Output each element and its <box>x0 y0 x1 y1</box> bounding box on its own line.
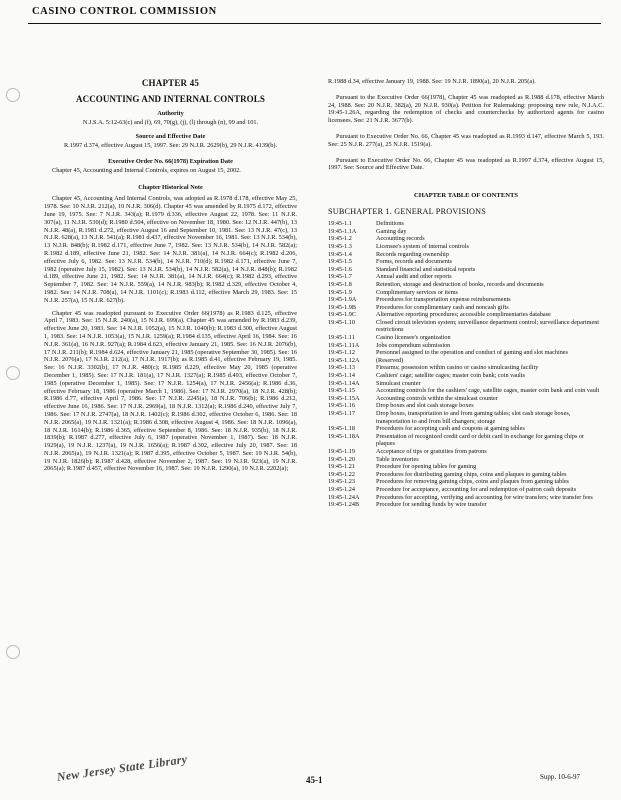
toc-entry-number: 19:45-1.15A <box>328 394 360 402</box>
toc-entry <box>328 289 604 297</box>
toc-entry-number: 19:45-1.24A <box>328 493 360 501</box>
toc-entry-number: 19:45-1.4 <box>328 250 352 258</box>
toc-entry <box>328 395 604 403</box>
toc-entry-title: Jobs compendium submission <box>376 341 451 349</box>
toc-entry <box>328 486 604 494</box>
toc-entry-number: 19:45-1.24B <box>328 501 360 509</box>
right-paragraph-2: Pursuant to the Executive Order 66(1978), Chapter 45 was readopted as R.1988 d.178, effective March 24, 1988. See: 20 N.J.R. 382(a), 20 N.J.R. 930(a). Petition for Rulemaking: proposing new rule, N.J.A.C. 19:45-1.26A, regarding the redemption of checks and counterchecks by authorized agents for casino licensees. See: 21 N.J.R. 3677(b). <box>328 93 604 125</box>
toc-entry-number: 19:45-1.1A <box>328 227 357 235</box>
toc-entry-title: Personnel assigned to the operation and conduct of gaming and slot machines <box>376 349 568 357</box>
subchapter-heading: SUBCHAPTER 1. GENERAL PROVISIONS <box>328 207 487 217</box>
toc-entry <box>328 501 604 509</box>
toc-entry-title: Accounting records <box>376 235 425 243</box>
toc-entry <box>328 266 604 274</box>
toc-entry-number: 19:45-1.9A <box>328 296 357 304</box>
toc-entry-number: 19:45-1.15 <box>328 387 355 395</box>
toc-entry-title: Firearms; possession within casino or casino simulcasting facility <box>376 364 539 372</box>
toc-list <box>328 220 604 509</box>
toc-entry-title: Complimentary services or items <box>376 288 458 296</box>
right-paragraph-4: Pursuant to Executive Order No. 66, Chapter 45 was readopted as R.1997 d.374, effective August 15, 1997. See: Source and Effective Date. <box>328 156 604 172</box>
toc-entry <box>328 448 604 456</box>
chapter-number: CHAPTER 45 <box>141 78 200 88</box>
toc-entry-title: Casino licensee's organization <box>376 334 451 342</box>
toc-entry-title: Procedure for opening tables for gaming <box>376 463 477 471</box>
binder-hole <box>6 88 20 102</box>
toc-entry-number: 19:45-1.1 <box>328 220 352 228</box>
toc-entry-title: Drop boxes and slot cash storage boxes <box>376 402 474 410</box>
toc-entry-title: Drop boxes, transportation to and from gaming tables; slot cash storage boxes, transportation to and from bill changers; storage <box>376 410 571 425</box>
toc-entry-title: Procedures for transportation expense reimbursements <box>376 296 511 304</box>
toc-entry <box>328 463 604 471</box>
authority-text: N.J.S.A. 5:12-63(c) and (f), 69, 70(g), (j), (l) through (n), 99 and 101. <box>82 119 259 126</box>
toc-entry <box>328 342 604 350</box>
toc-entry-number: 19:45-1.9 <box>328 288 352 296</box>
authority-heading: Authority <box>157 110 184 117</box>
toc-entry <box>328 349 604 357</box>
toc-entry-title: Procedure for acceptance, accounting for and redemption of patron cash deposits <box>376 485 577 493</box>
toc-entry-number: 19:45-1.24 <box>328 485 355 493</box>
toc-entry-title: Procedure for sending funds by wire transfer <box>376 501 487 509</box>
toc-entry <box>328 319 604 334</box>
toc-entry-number: 19:45-1.11 <box>328 334 355 342</box>
toc-heading: CHAPTER TABLE OF CONTENTS <box>413 192 519 200</box>
toc-entry <box>328 281 604 289</box>
toc-entry-title: Procedures for accepting, verifying and accounting for wire transfers; wire transfer fees <box>376 493 593 501</box>
binder-hole <box>6 645 20 659</box>
toc-entry-title: Definitions <box>376 220 404 228</box>
toc-entry <box>328 372 604 380</box>
toc-entry-number: 19:45-1.10 <box>328 318 355 326</box>
toc-entry-title: Presentation of recognized credit card or debit card in exchange for gaming chips or plaques <box>376 432 585 448</box>
toc-entry-number: 19:45-1.9C <box>328 311 357 319</box>
toc-entry-title: Retention, storage and destruction of books, records and documents <box>376 280 544 288</box>
left-column <box>44 78 297 478</box>
toc-entry-title: Forms, records and documents <box>376 258 452 266</box>
toc-entry-title: Cashiers' cage; satellite cages; master coin bank; coin vaults <box>376 372 525 380</box>
toc-entry-title: Simulcast counter <box>376 379 421 387</box>
library-stamp: New Jersey State Library <box>55 751 189 785</box>
toc-entry-number: 19:45-1.16 <box>328 402 355 410</box>
toc-entry-number: 19:45-1.5 <box>328 258 352 266</box>
toc-entry <box>328 304 604 312</box>
toc-entry-title: Table inventories <box>376 455 419 463</box>
toc-entry-title: Accounting controls within the simulcast counter <box>376 394 498 402</box>
source-heading: Source and Effective Date <box>135 132 206 140</box>
toc-entry <box>328 471 604 479</box>
toc-entry-number: 19:45-1.12A <box>328 356 360 364</box>
toc-entry-number: 19:45-1.7 <box>328 273 352 281</box>
chapter-title: ACCOUNTING AND INTERNAL CONTROLS <box>76 94 265 104</box>
toc-entry <box>328 273 604 281</box>
toc-entry <box>328 494 604 502</box>
toc-entry <box>328 402 604 410</box>
expiration-text: Chapter 45, Accounting and Internal Controls, expires on August 15, 2002. <box>52 166 241 174</box>
toc-entry-title: Alternative reporting procedures; accessible complimentaries database <box>376 311 551 319</box>
source-text: R.1997 d.374, effective August 15, 1997. See: 29 N.J.R. 2629(b), 29 N.J.R. 4139(b). <box>63 141 278 149</box>
toc-entry-number: 19:45-1.3 <box>328 242 352 250</box>
binder-hole <box>6 366 20 380</box>
toc-entry-number: 19:45-1.23 <box>328 478 355 486</box>
page-number: 45-1 <box>306 775 323 785</box>
toc-entry-number: 19:45-1.22 <box>328 470 355 478</box>
toc-entry <box>328 410 604 425</box>
toc-entry <box>328 228 604 236</box>
toc-entry-title: Annual audit and other reports <box>376 273 452 281</box>
toc-entry-title: Procedures for removing gaming chips, coins and plaques from gaming tables <box>376 478 569 486</box>
right-column <box>328 78 604 509</box>
right-paragraph-1: R.1988 d.34, effective January 19, 1988. See: 19 N.J.R. 1890(a), 20 N.J.R. 205(a). <box>328 78 536 85</box>
history-paragraph-1: Chapter 45, Accounting And Internal Controls, was adopted as R.1978 d.178, effective May 25, 1978. See: 10 N.J.R. 212(a), 10 N.J.R. 306(d). Chapter 45 was amended by R.1975 d.172, effective June 19, 1975. See: 7 N.J.R. 343(a); R.1979 d.336, effective August 22, 1978. See: 11 N.J.R. 307(a), 11 N.J.R. 530(d); R.1980 d.504, effective on November 18, 1980. See: 12 N.J.R. 447(b), 13 N.J.R. 48(a), R.1981 d.272, effective August 16 and September 10, 1981. See: 13 N.J.R. 47(c), 13 N.J.R. 628(a), 13 N.J.R. 541(a); R.1981 d.437, effective November 16, 1981. See: 13 N.J.R. 534(b), 13 N.J.R. 848(b); R.1982 d.171, effective June 7, 1982. See: 13 N.J.R. 534(b), 14 N.J.R. 582(a); R.1982 d.189, effective June 21, 1982. See: 14 N.J.R. 381(a), 14 N.J.R. 664(c); R.1982 d.206, effective July 6, 1982. See: 13 N.J.R. 534(b), 14 N.J.R. 710(d); R.1982 d.171, effective June 7, 1982 (operative July 15, 1982). See: 13 N.J.R. 534(b), 14 N.J.R. 582(a), 14 N.J.R. 848(b); R.1982 d.189, effective June 21, 1982. See: 14 N.J.R. 381(a), 14 N.J.R. 664(c); R.1982 d.293, effective September 7, 1982. See: 14 N.J.R. 559(a), 14 N.J.R. 983(b); R.1982 d.329, effective October 4, 1982. See: 14 N.J.R. 708(a), 14 N.J.R. 1101(c); R.1983 d.112, effective March 29, 1983. See: 15 N.J.R. 257(a), 15 N.J.R. 627(b). <box>44 195 297 304</box>
toc-entry-title: Accounting controls for the cashiers' cage, satellite cages, master coin bank and coin vault <box>376 387 600 395</box>
toc-entry <box>328 258 604 266</box>
toc-entry <box>328 478 604 486</box>
toc-entry <box>328 357 604 365</box>
toc-entry <box>328 425 604 433</box>
toc-entry <box>328 387 604 395</box>
toc-entry <box>328 380 604 388</box>
toc-entry-number: 19:45-1.9B <box>328 303 357 311</box>
right-paragraph-3: Pursuant to Executive Order No. 66, Chapter 45 was readopted as R.1993 d.147, effective March 5, 193. See: 25 N.J.R. 277(a), 25 N.J.R. 1519(a). <box>328 132 604 148</box>
toc-entry <box>328 364 604 372</box>
toc-entry-number: 19:45-1.11A <box>328 341 360 349</box>
toc-entry-title: Licensee's system of internal controls <box>376 242 469 250</box>
toc-entry-number: 19:45-1.21 <box>328 463 355 471</box>
toc-entry-number: 19:45-1.2 <box>328 235 352 243</box>
toc-entry-number: 19:45-1.6 <box>328 265 352 273</box>
toc-entry <box>328 311 604 319</box>
toc-entry-number: 19:45-1.13 <box>328 364 355 372</box>
toc-entry-number: 19:45-1.8 <box>328 280 352 288</box>
toc-entry <box>328 235 604 243</box>
toc-entry-number: 19:45-1.14 <box>328 372 355 380</box>
toc-entry-title: (Reserved) <box>376 356 404 364</box>
toc-entry-title: Gaming day <box>376 227 407 235</box>
toc-entry-title: Records regarding ownership <box>376 250 449 258</box>
toc-entry-title: Procedures for complimentary cash and noncash gifts <box>376 303 509 311</box>
toc-entry-title: Procedures for accepting cash and coupons at gaming tables <box>376 425 525 433</box>
toc-entry-title: Standard financial and statistical reports <box>376 265 476 273</box>
toc-entry-number: 19:45-1.19 <box>328 447 355 455</box>
history-paragraph-2: Chapter 45 was readopted pursuant to Executive Order 66(1978) as R.1983 d.125, effective April 7, 1983. See: 15 N.J.R. 240(a), 15 N.J.R. 699(a). Chapter 45 was amended by R.1983 d.239, effective June 20, 1983. See: 14 N.J.R. 1052(a), 15 N.J.R. 1040(b); R.1983 d.300, effective August 1, 1983. See: 14 N.J.R. 1053(a), 15 N.J.R. 1259(a); R.1984 d.135, effective April 16, 1984. See: 16 N.J.R. 361(a), 16 N.J.R. 927(a); R.1984 d.623, effective January 21, 1985. See: 16 N.J.R. 2076(b), 17 N.J.R. 211(b); R.1984 d.624, effective January 21, 1985 (operative September 30, 1985). See: 16 N.J.R. 2076(a), 17 N.J.R. 212(a), 17 N.J.R. 1917(b); as R.1985 d.41, effective February 19, 1985. See: 16 N.J.R. 3302(b), 17 N.J.R. 480(c); R.1985 d.229, effective May 20, 1985 (operative December 1, 1985). See: 17 N.J.R. 181(a), 17 N.J.R. 1327(a); R.1985 d.493, effective October 7, 1985 (operative December 1, 1985). See: 17 N.J.R. 1254(a), 17 N.J.R. 2456(a); R.1986 d.36, effective February 18, 1986 (operative March 1, 1986). See: 17 N.J.R. 2970(a), 18 N.J.R. 428(b); R.1986 d.77, effective April 7, 1986. See: 17 N.J.R. 2245(a), 18 N.J.R. 706(b); R.1986 d.212, effective June 16, 1986. See: 17 N.J.R. 2969(a), 18 N.J.R. 1312(a); R.1986 d.240, effective July 7, 1986. See: 17 N.J.R. 2747(a), 18 N.J.R. 1402(c); R.1986 d.302, effective October 6, 1986. See: 18 N.J.R. 2065(a), 19 N.J.R. 1321(a); R.1986 d.308, effective August 4, 1986. See: 18 N.J.R. 1096(a), 18 N.J.R. 1614(b); R.1986 d.365, effective September 8, 1986. See: 18 N.J.R. 935(b), 18 N.J.R. 1839(b); R.1987 d.277, effective July 6, 1987 (operative November 1, 1987). See: 18 N.J.R. 1929(a), 19 N.J.R. 1237(a), 19 N.J.R. 1656(a); R.1987 d.302, effective July 20, 1987. See: 18 N.J.R. 2065(a), 19 N.J.R. 1321(a); R.1987 d.395, effective October 5, 1987. See: 19 N.J.R. 54(b), 19 N.J.R. 1826(b); R.1987 d.428, effective November 2, 1987. See: 19 N.J.R. 923(a), 19 N.J.R. 2065(a); R.1987 d.457, effective November 16, 1987. See: 19 N.J.R. 1290(a), 19 N.J.R. 2202(a); <box>44 309 297 473</box>
toc-entry <box>328 220 604 228</box>
toc-entry-number: 19:45-1.17 <box>328 410 355 418</box>
toc-entry-number: 19:45-1.20 <box>328 455 355 463</box>
toc-entry-number: 19:45-1.12 <box>328 349 355 357</box>
toc-entry <box>328 243 604 251</box>
toc-entry-title: Acceptance of tips or gratuities from patrons <box>376 447 487 455</box>
header-rule <box>28 23 601 24</box>
toc-entry-number: 19:45-1.14A <box>328 379 360 387</box>
toc-entry-number: 19:45-1.18 <box>328 425 355 433</box>
history-heading: Chapter Historical Note <box>138 184 203 192</box>
toc-entry <box>328 296 604 304</box>
supplement-date: Supp. 10-6-97 <box>540 773 581 781</box>
toc-entry-number: 19:45-1.18A <box>328 432 360 440</box>
toc-entry <box>328 433 604 448</box>
expiration-heading: Executive Order No. 66(1978) Expiration Date <box>108 157 233 165</box>
toc-entry <box>328 251 604 259</box>
toc-entry <box>328 334 604 342</box>
toc-entry <box>328 456 604 464</box>
toc-entry-title: Closed circuit television system; surveillance department control; surveillance department restrictions <box>376 318 600 334</box>
running-header: CASINO CONTROL COMMISSION <box>32 6 217 17</box>
toc-entry-title: Procedures for distributing gaming chips, coins and plaques to gaming tables <box>376 470 567 478</box>
